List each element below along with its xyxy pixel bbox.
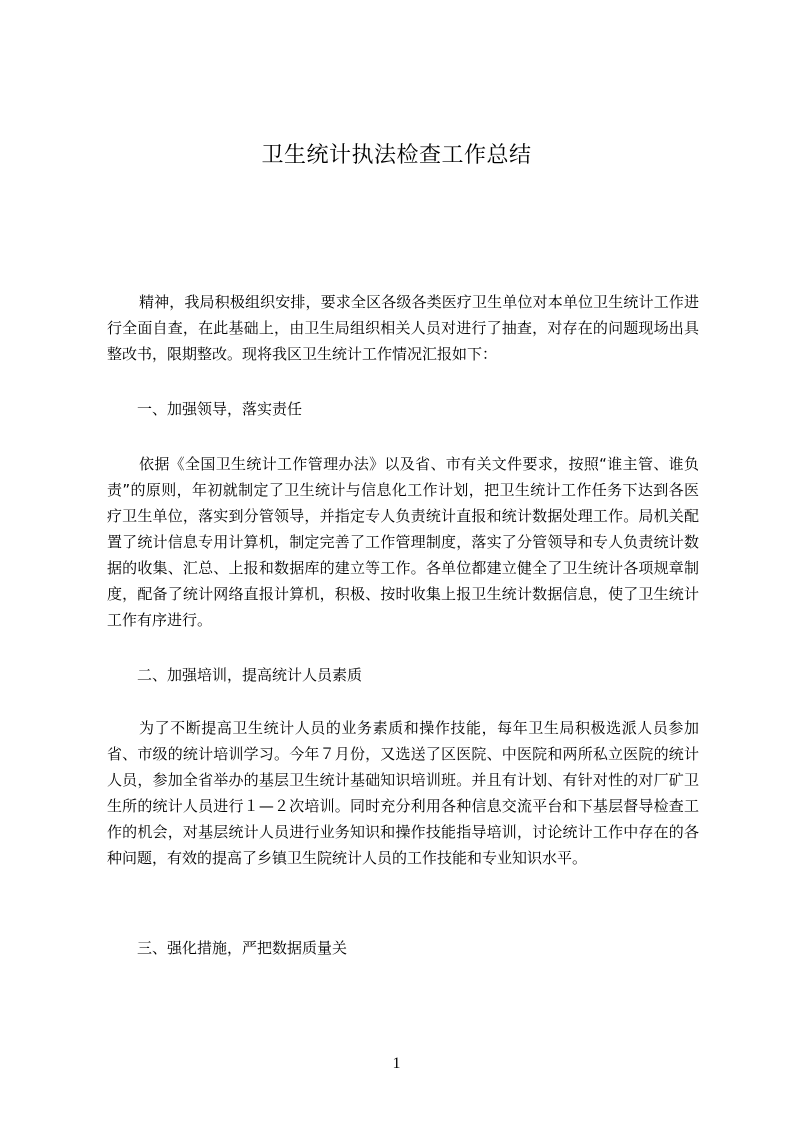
section-heading-1: 一、加强领导，落实责任 bbox=[137, 400, 303, 418]
document-title: 卫生统计执法检查工作总结 bbox=[261, 143, 532, 168]
intro-paragraph: 精神，我局积极组织安排，要求全区各级各类医疗卫生单位对本单位卫生统计工作进行全面自查，在此基础上，由卫生局组织相关人员对进行了抽查，对存在的问题现场出具整改书，限期整改。现将我区卫生统计工作情况汇报如下： bbox=[107, 293, 699, 363]
section-2-paragraph: 为了不断提高卫生统计人员的业务素质和操作技能，每年卫生局积极选派人员参加省、市级的统计培训学习。今年７月份，又选送了区医院、中医院和两所私立医院的统计人员，参加全省举办的基层卫生统计基础知识培训班。并且有计划、有针对性的对厂矿卫生所的统计人员进行１—２次培训。同时充分利用各种信息交流平台和下基层督导检查工作的机会，对基层统计人员进行业务知识和操作技能指导培训，讨论统计工作中存在的各种问题，有效的提高了乡镇卫生院统计人员的工作技能和专业知识水平。 bbox=[107, 719, 699, 867]
section-heading-3: 三、强化措施，严把数据质量关 bbox=[137, 939, 348, 957]
section-heading-2: 二、加强培训，提高统计人员素质 bbox=[137, 666, 363, 684]
page-number: 1 bbox=[392, 1055, 401, 1072]
section-1-paragraph: 依据《全国卫生统计工作管理办法》以及省、市有关文件要求，按照“谁主管、谁负责”的原则，年初就制定了卫生统计与信息化工作计划，把卫生统计工作任务下达到各医疗卫生单位，落实到分管领导，并指定专人负责统计直报和统计数据处理工作。局机关配置了统计信息专用计算机，制定完善了工作管理制度，落实了分管领导和专人负责统计数据的收集、汇总、上报和数据库的建立等工作。各单位都建立健全了卫生统计各项规章制度，配备了统计网络直报计算机，积极、按时收集上报卫生统计数据信息，使了卫生统计工作有序进行。 bbox=[107, 455, 699, 629]
